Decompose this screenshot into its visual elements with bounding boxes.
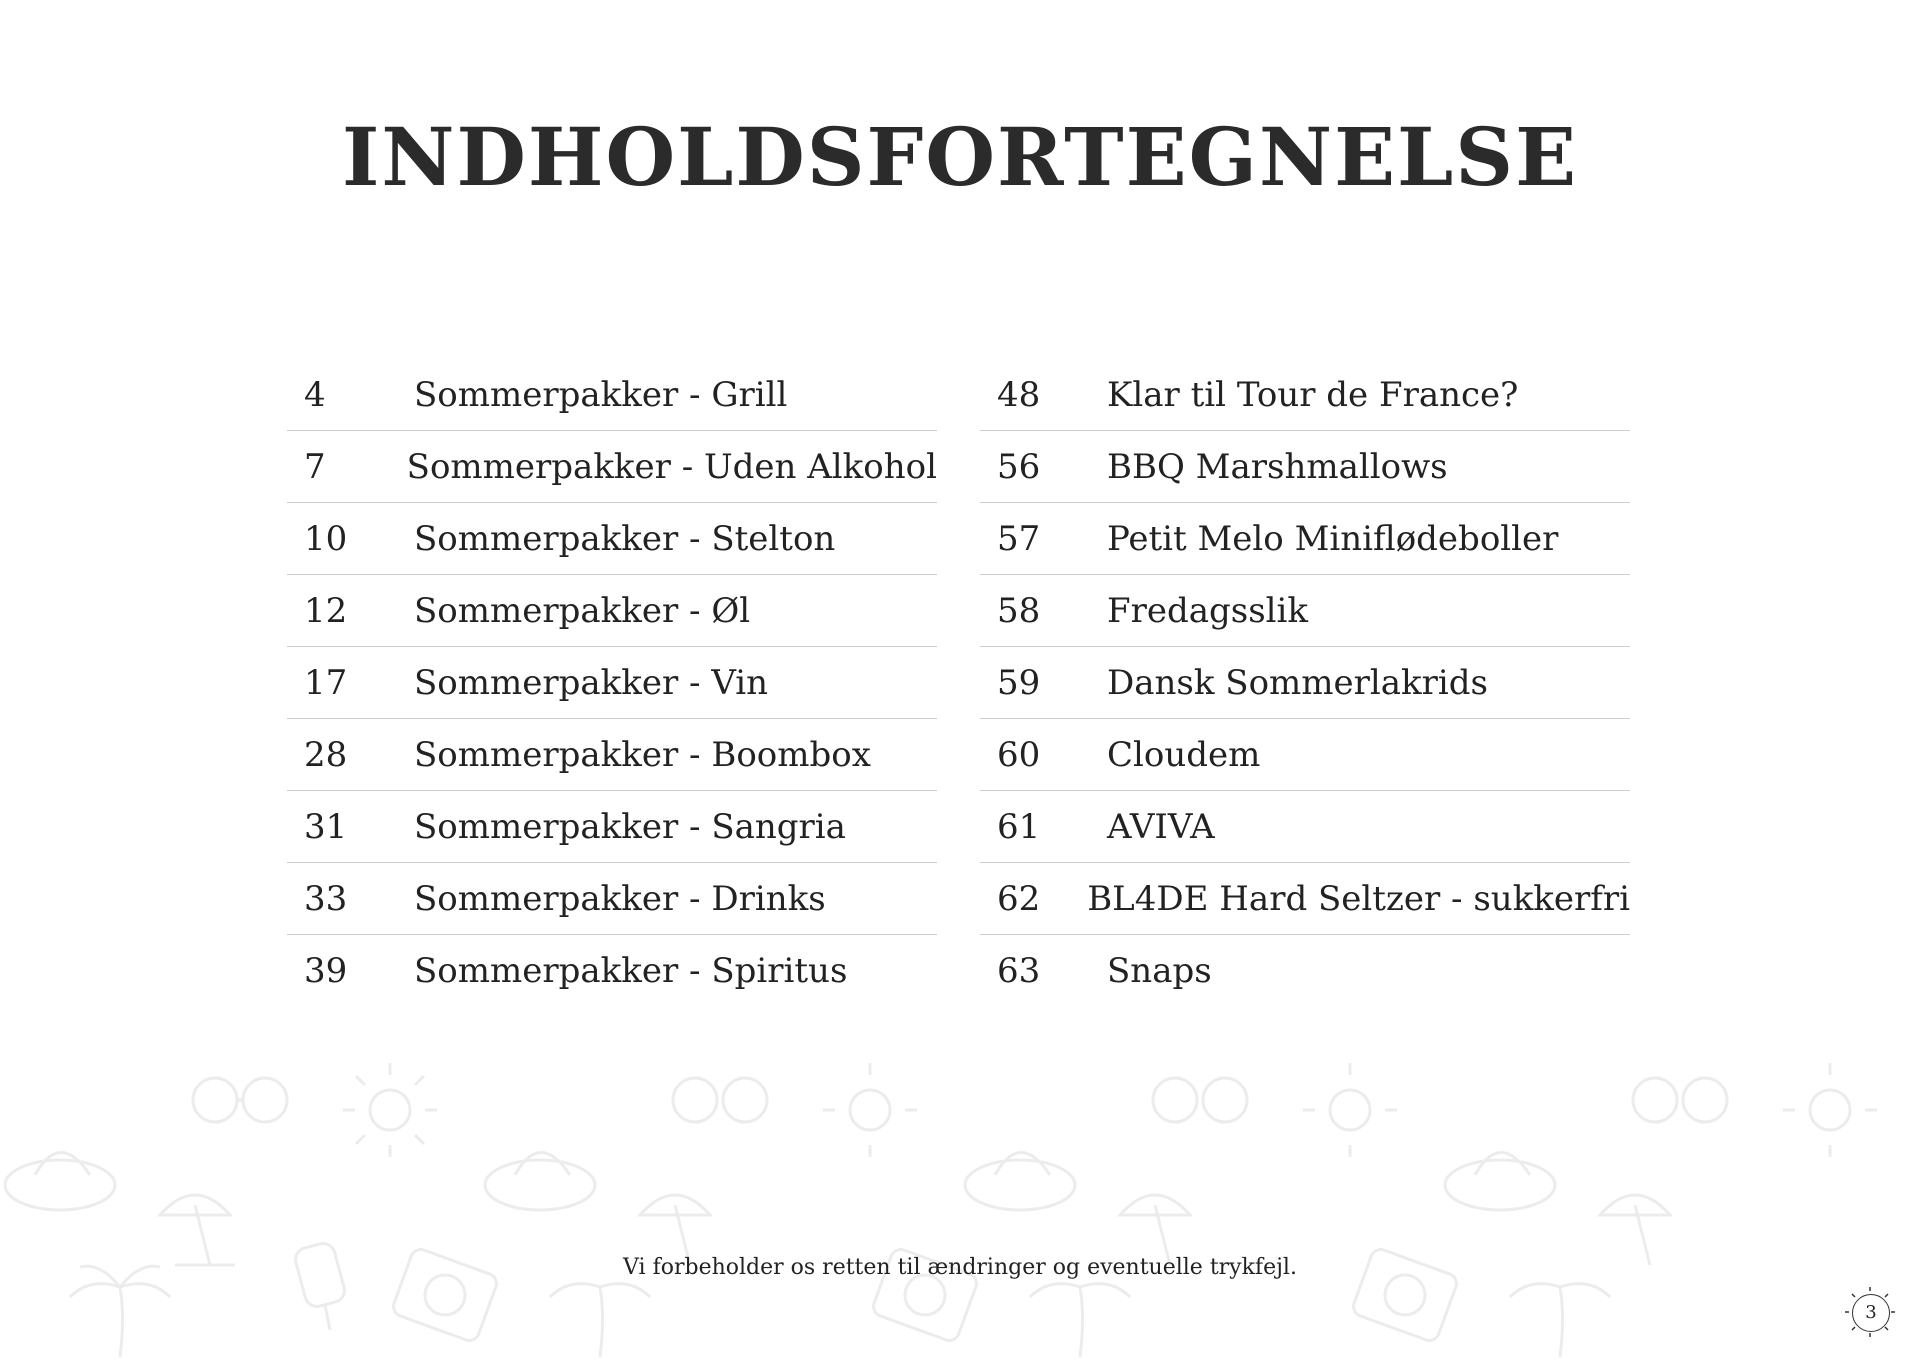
toc-page-number: 39 [304,951,348,991]
toc-row[interactable] [980,648,1630,719]
toc-row[interactable] [980,936,1630,1006]
toc-row[interactable] [980,720,1630,791]
toc-page-number: 62 [997,879,1041,919]
toc-entry-label: Sommerpakker - Grill [414,375,788,415]
summer-icon-pattern [0,960,1920,1357]
toc-entry-label: BBQ Marshmallows [1107,447,1448,487]
toc-entry-label: Sommerpakker - Sangria [414,807,846,847]
toc-row[interactable] [287,864,937,935]
toc-row[interactable] [287,936,937,1006]
toc-entry-label: Sommerpakker - Stelton [414,519,836,559]
toc-column-right [980,360,1630,1007]
toc-page-number: 61 [997,807,1041,847]
toc-entry-label: Sommerpakker - Øl [414,591,751,631]
toc-entry-label: AVIVA [1107,807,1215,847]
toc-entry-label: Cloudem [1107,735,1261,775]
toc-row[interactable] [287,576,937,647]
toc-page-number: 28 [304,735,348,775]
toc-page-number: 12 [304,591,348,631]
pattern-tile [485,1063,979,1357]
toc-row[interactable] [980,360,1630,431]
page-title: INDHOLDSFORTEGNELSE [341,110,1579,204]
toc-page-number: 31 [304,807,348,847]
pattern-tile [1445,1063,1877,1357]
toc-page-number: 10 [304,519,348,559]
disclaimer-text: Vi forbeholder os retten til ændringer og eventuelle trykfejl. [623,1255,1297,1280]
toc-entry-label: Sommerpakker - Drinks [414,879,826,919]
sunglasses-icon [193,1078,287,1122]
toc-page-number: 60 [997,735,1041,775]
toc-entry-label: Sommerpakker - Uden Alkohol [406,447,937,487]
toc-entry-label: Snaps [1107,951,1212,991]
toc-page-number: 63 [997,951,1041,991]
toc-row[interactable] [287,504,937,575]
toc-entry-label: Fredagsslik [1107,591,1309,631]
toc-entry-label: Sommerpakker - Boombox [414,735,871,775]
toc-entry-label: Petit Melo Miniflødeboller [1107,519,1559,559]
toc-page-number: 56 [997,447,1041,487]
toc-page-number: 48 [997,375,1041,415]
toc-entry-label: Dansk Sommerlakrids [1107,663,1488,703]
toc-page-number: 7 [304,447,326,487]
toc-row[interactable] [980,576,1630,647]
toc-row[interactable] [287,648,937,719]
toc-page-number: 4 [304,375,326,415]
toc-row[interactable] [980,432,1630,503]
toc-page-number: 58 [997,591,1041,631]
toc-row[interactable] [980,792,1630,863]
page-number: 3 [1852,1294,1890,1332]
toc-page-number: 59 [997,663,1041,703]
summer-icon-pattern-svg [0,960,1920,1357]
toc-row[interactable] [980,504,1630,575]
pattern-tile [965,1063,1459,1357]
toc-page-number: 33 [304,879,348,919]
pattern-tile [5,1063,499,1357]
sun-icon [343,1063,437,1157]
toc-row[interactable] [980,864,1630,935]
toc-entry-label: BL4DE Hard Seltzer - sukkerfri [1087,879,1630,919]
toc-column-left [287,360,937,1007]
toc-entry-label: Klar til Tour de France? [1107,375,1519,415]
toc-row[interactable] [287,360,937,431]
toc-entry-label: Sommerpakker - Vin [414,663,769,703]
toc-row[interactable] [287,432,937,503]
toc-page-number: 17 [304,663,348,703]
toc-page-number: 57 [997,519,1041,559]
toc-row[interactable] [287,792,937,863]
toc-entry-label: Sommerpakker - Spiritus [414,951,848,991]
hat-icon [5,1153,115,1211]
toc-row[interactable] [287,720,937,791]
